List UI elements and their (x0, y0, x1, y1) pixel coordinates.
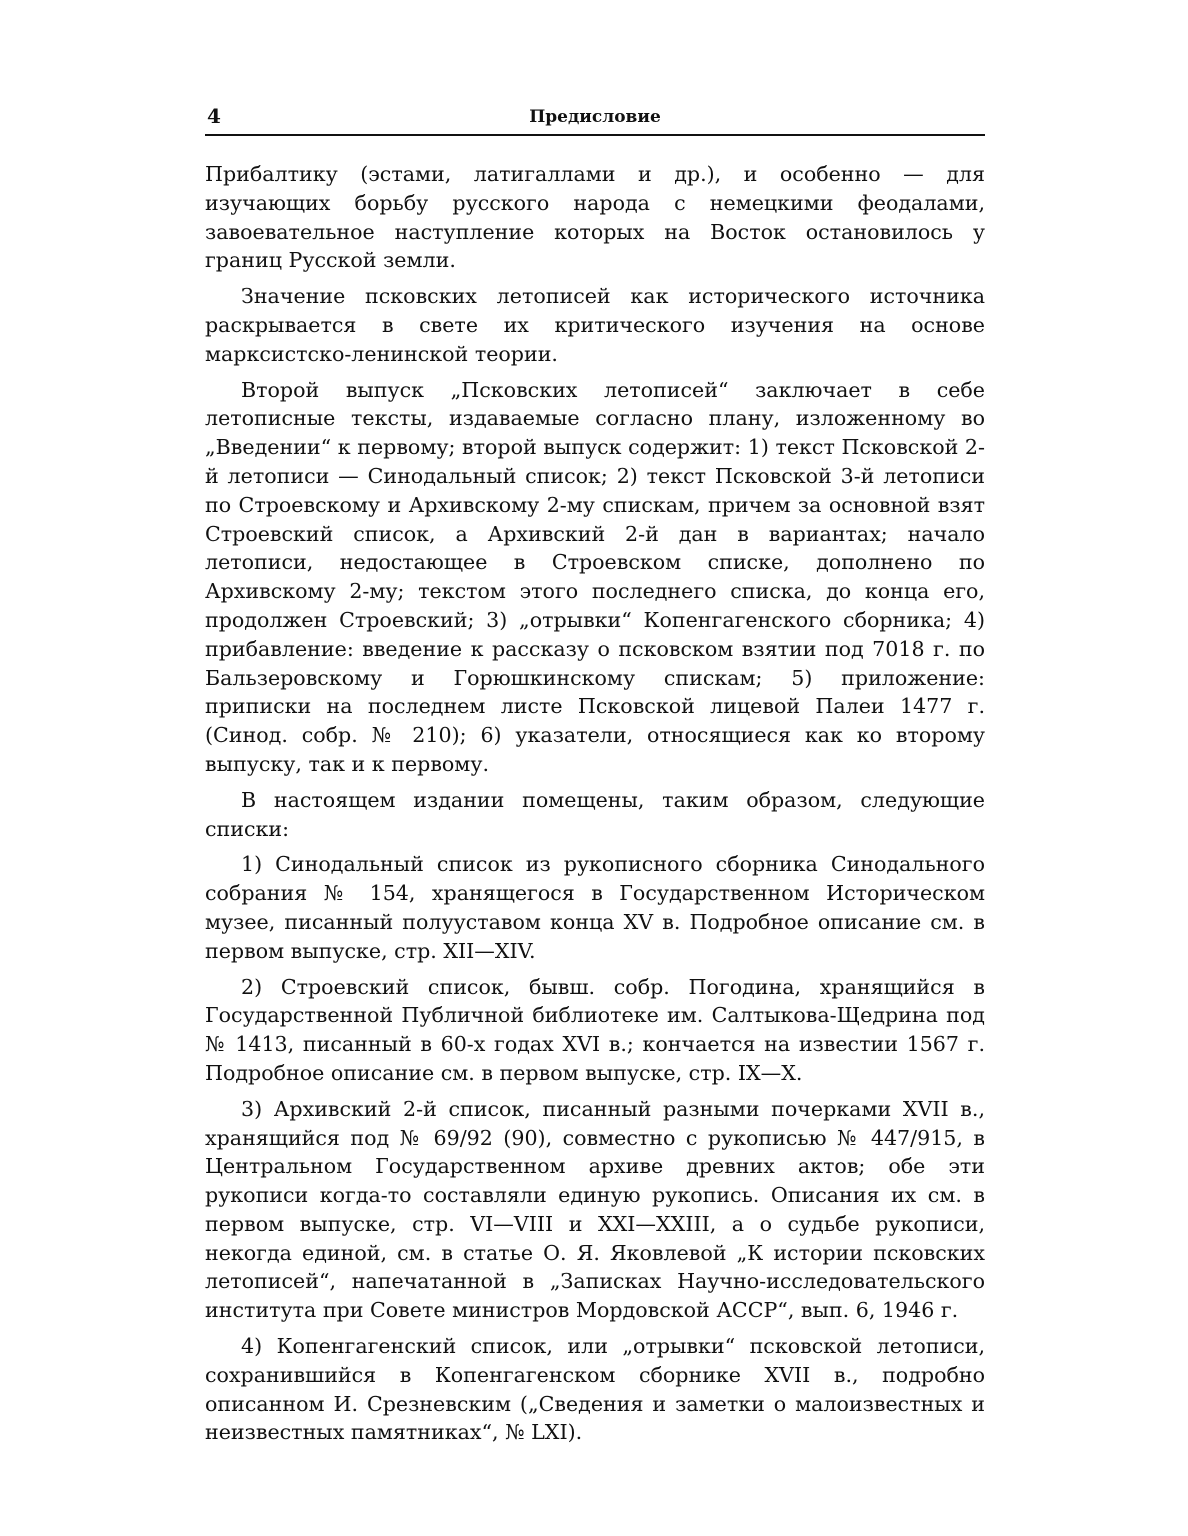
book-page (205, 100, 985, 1454)
page-body (205, 160, 985, 1447)
paragraph-continuation: Прибалтику (эстами, латигаллами и др.), и особенно — для изучающих борьбу русского народа с немецкими феодалами, завоевательное наступление которых на Восток остановилось у границ Русской земли. (205, 162, 985, 273)
paragraph-second-issue-contents: Второй выпуск „Псковских летописей“ заключает в себе летописные тексты, издаваемые согласно плану, изложенному во „Введении“ к первому; второй выпуск содержит: 1) текст Псковской 2-й летописи — Синодальный список; 2) текст Псковской 3-й летописи по Строевскому и Архивскому 2-му спискам, причем за основной взят Строевский список, а Архивский 2-й дан в вариантах; начало летописи, недостающее в Строевском списке, дополнено по Архивскому 2-му; текстом этого последнего списка, до конца его, продолжен Строевский; 3) „отрывки“ Копенгагенского сборника; 4) прибавление: введение к рассказу о псковском взятии под 7018 г. по Бальзеровскому и Горюшкинскому спискам; 5) приложение: приписки на последнем листе Псковской лицевой Палеи 1477 г. (Синод. собр. № 210); 6) указатели, относящиеся как ко второму выпуску, так и к первому. (205, 377, 985, 776)
paragraph-list-archive-2: 3) Архивский 2-й список, писанный разными почерками XVII в., хранящийся под № 69/92 (90), совместно с рукописью № 447/915, в Центральном Государственном архиве древних актов; обе эти рукописи когда-то составляли единую рукопись. Описания их см. в первом выпуске, стр. VI—VIII и XXI—XXIII, а о судьбе рукописи, некогда единой, см. в статье О. Я. Яковлевой „К истории псковских летописей“, напечатанной в „Записках Научно-исследовательского института при Совете министров Мордовской АССР“, вып. 6, 1946 г. (205, 1096, 985, 1323)
paragraph-list-stroev: 2) Строевский список, бывш. собр. Погодина, хранящийся в Государственной Публичной библиотеке им. Салтыкова-Щедрина под № 1413, писанный в 60-х годах XVI в.; кончается на известии 1567 г. Подробное описание см. в первом выпуске, стр. IX—X. (205, 974, 985, 1085)
paragraph-list-synodal: 1) Синодальный список из рукописного сборника Синодального собрания № 154, хранящегося в Государственном Историческом музее, писанный полууставом конца XV в. Подробное описание см. в первом выпуске, стр. XII—XIV. (205, 852, 985, 963)
paragraph-lists-intro: В настоящем издании помещены, таким образом, следующие списки: (205, 787, 985, 841)
page-number: 4 (207, 104, 221, 128)
page-header (205, 100, 985, 136)
paragraph-significance: Значение псковских летописей как исторического источника раскрывается в свете их критического изучения на основе марксистско-ленинской теории. (205, 284, 985, 366)
running-head: Предисловие (529, 107, 661, 127)
paragraph-list-copenhagen: 4) Копенгагенский список, или „отрывки“ псковской летописи, сохранившийся в Копенгагенском сборнике XVII в., подробно описанном И. Срезневским („Сведения и заметки о малоизвестных и неизвестных памятниках“, № LXI). (205, 1334, 985, 1445)
